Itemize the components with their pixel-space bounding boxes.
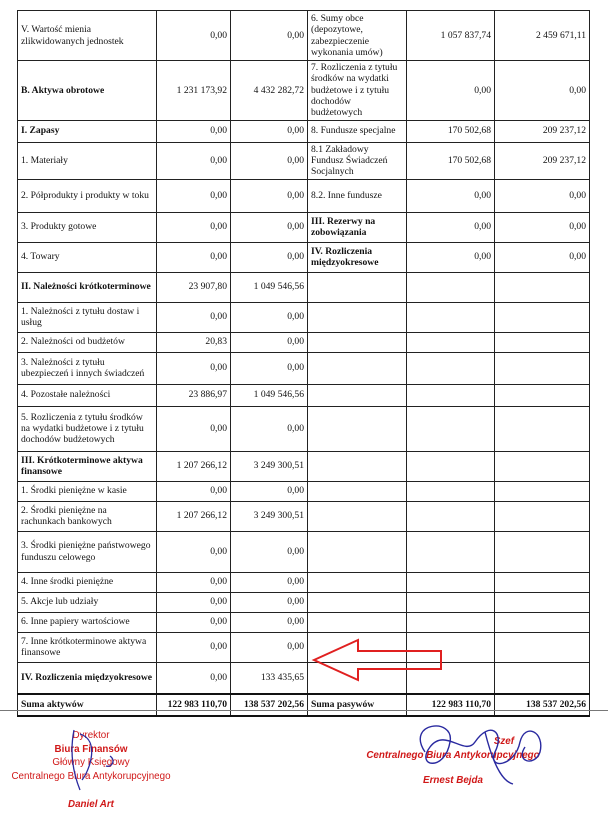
asset-value-prev-cell: 0,00 <box>157 212 231 242</box>
liability-label-cell <box>308 481 407 501</box>
liability-label-cell <box>308 501 407 531</box>
liability-value-prev-cell: 170 502,68 <box>407 142 495 179</box>
asset-label-cell: I. Zapasy <box>18 120 157 142</box>
asset-label-cell: II. Należności krótkoterminowe <box>18 272 157 302</box>
asset-value-prev-cell: 1 207 266,12 <box>157 501 231 531</box>
asset-value-curr-cell: 0,00 <box>231 481 308 501</box>
table-row <box>18 481 590 501</box>
liability-value-curr-cell <box>495 572 590 592</box>
asset-value-curr-cell: 0,00 <box>231 212 308 242</box>
liability-value-curr-cell: 209 237,12 <box>495 120 590 142</box>
liability-value-curr-cell: 209 237,12 <box>495 142 590 179</box>
liability-label-cell <box>308 592 407 612</box>
asset-label-cell: 7. Inne krótkoterminowe aktywa finansowe <box>18 632 157 662</box>
asset-label-cell: 2. Półprodukty i produkty w toku <box>18 179 157 212</box>
asset-label-cell: 1. Materiały <box>18 142 157 179</box>
liability-value-prev-cell: 1 057 837,74 <box>407 11 495 61</box>
table-row <box>18 632 590 662</box>
table-row <box>18 120 590 142</box>
liability-value-prev-cell <box>407 302 495 332</box>
signature-stamp-left <box>6 729 176 812</box>
asset-value-curr-cell: 0,00 <box>231 406 308 451</box>
liability-label-cell <box>308 531 407 572</box>
liability-value-prev-cell <box>407 592 495 612</box>
liability-value-prev-cell <box>407 352 495 384</box>
liability-label-cell <box>308 612 407 632</box>
liability-value-curr-cell <box>495 451 590 481</box>
liability-value-prev-cell <box>407 662 495 694</box>
table-row <box>18 451 590 481</box>
liability-value-curr-cell: 0,00 <box>495 212 590 242</box>
stamp-right-line2: Centralnego Biura Antykorupcyjnego <box>366 749 540 761</box>
liability-label-cell <box>308 302 407 332</box>
asset-value-prev-cell: 0,00 <box>157 572 231 592</box>
liability-value-curr-cell: 2 459 671,11 <box>495 11 590 61</box>
asset-value-curr-cell: 0,00 <box>231 120 308 142</box>
asset-value-prev-cell: 0,00 <box>157 142 231 179</box>
asset-label-cell: III. Krótkoterminowe aktywa finansowe <box>18 451 157 481</box>
asset-value-curr-cell: 0,00 <box>231 632 308 662</box>
liability-label-cell <box>308 632 407 662</box>
table-row <box>18 302 590 332</box>
asset-value-curr-cell: 1 049 546,56 <box>231 272 308 302</box>
asset-label-cell: 2. Środki pieniężne na rachunkach bankowych <box>18 501 157 531</box>
liability-value-prev-cell <box>407 451 495 481</box>
liability-value-curr-cell: 0,00 <box>495 242 590 272</box>
table-row <box>18 142 590 179</box>
liability-value-curr-cell <box>495 406 590 451</box>
stamp-right-name: Ernest Bejda <box>423 775 483 787</box>
liability-value-curr-cell: 0,00 <box>495 61 590 121</box>
liability-value-curr-cell: 0,00 <box>495 179 590 212</box>
asset-value-prev-cell: 0,00 <box>157 302 231 332</box>
table-row <box>18 61 590 121</box>
stamp-left-line2: Biura Finansów <box>54 743 128 755</box>
asset-label-cell: 1. Należności z tytułu dostaw i usług <box>18 302 157 332</box>
table-row <box>18 179 590 212</box>
liability-label-cell: 8.1 Zakładowy Fundusz Świadczeń Socjalnych <box>308 142 407 179</box>
liability-value-prev-cell <box>407 632 495 662</box>
footer-divider <box>0 710 608 711</box>
liability-label-cell <box>308 572 407 592</box>
liability-label-cell: IV. Rozliczenia międzyokresowe <box>308 242 407 272</box>
table-row <box>18 332 590 352</box>
asset-label-cell: 4. Inne środki pieniężne <box>18 572 157 592</box>
asset-label-cell: 2. Należności od budżetów <box>18 332 157 352</box>
asset-label-cell: 3. Produkty gotowe <box>18 212 157 242</box>
liability-label-cell: III. Rezerwy na zobowiązania <box>308 212 407 242</box>
asset-value-curr-cell: 4 432 282,72 <box>231 61 308 121</box>
liability-label-cell: 8. Fundusze specjalne <box>308 120 407 142</box>
asset-value-prev-cell: 0,00 <box>157 531 231 572</box>
asset-value-curr-cell: 0,00 <box>231 179 308 212</box>
balance-sheet-table <box>17 10 590 717</box>
asset-value-curr-cell: 0,00 <box>231 592 308 612</box>
table-row <box>18 592 590 612</box>
asset-value-prev-cell: 0,00 <box>157 632 231 662</box>
liability-value-prev-cell <box>407 572 495 592</box>
stamp-right-line1: Szef <box>493 736 514 747</box>
table-row <box>18 406 590 451</box>
liability-value-prev-cell <box>407 481 495 501</box>
asset-value-curr-cell: 1 049 546,56 <box>231 384 308 406</box>
liability-label-cell <box>308 451 407 481</box>
liability-value-prev-cell: 0,00 <box>407 242 495 272</box>
liability-label-cell <box>308 384 407 406</box>
liability-label-cell: 6. Sumy obce (depozytowe, zabezpieczenie wykonania umów) <box>308 11 407 61</box>
liability-value-prev-cell: 170 502,68 <box>407 120 495 142</box>
asset-value-prev-cell: 1 207 266,12 <box>157 451 231 481</box>
asset-value-curr-cell: 0,00 <box>231 531 308 572</box>
asset-value-prev-cell: 1 231 173,92 <box>157 61 231 121</box>
asset-value-curr-cell: 3 249 300,51 <box>231 451 308 481</box>
asset-value-prev-cell: 0,00 <box>157 406 231 451</box>
liability-value-curr-cell <box>495 592 590 612</box>
liability-value-curr-cell <box>495 332 590 352</box>
asset-value-curr-cell: 138 537 202,56 <box>231 694 308 716</box>
table-row <box>18 11 590 61</box>
asset-value-curr-cell: 0,00 <box>231 332 308 352</box>
asset-value-curr-cell: 0,00 <box>231 612 308 632</box>
asset-label-cell: 6. Inne papiery wartościowe <box>18 612 157 632</box>
asset-value-prev-cell: 0,00 <box>157 592 231 612</box>
asset-value-curr-cell: 0,00 <box>231 572 308 592</box>
liability-label-cell <box>308 406 407 451</box>
liability-value-prev-cell: 122 983 110,70 <box>407 694 495 716</box>
asset-value-prev-cell: 0,00 <box>157 352 231 384</box>
liability-value-prev-cell <box>407 531 495 572</box>
liability-value-prev-cell <box>407 384 495 406</box>
asset-value-curr-cell: 0,00 <box>231 302 308 332</box>
asset-label-cell: 5. Akcje lub udziały <box>18 592 157 612</box>
liability-value-curr-cell <box>495 481 590 501</box>
liability-value-curr-cell <box>495 302 590 332</box>
signature-stamp-right <box>358 735 548 788</box>
liability-value-curr-cell <box>495 662 590 694</box>
asset-value-prev-cell: 0,00 <box>157 481 231 501</box>
liability-label-cell <box>308 352 407 384</box>
table-total-row <box>18 694 590 716</box>
liability-value-curr-cell <box>495 632 590 662</box>
table-row <box>18 384 590 406</box>
liability-value-curr-cell <box>495 501 590 531</box>
asset-value-curr-cell: 0,00 <box>231 352 308 384</box>
liability-value-prev-cell <box>407 406 495 451</box>
liability-value-prev-cell: 0,00 <box>407 179 495 212</box>
table-row <box>18 662 590 694</box>
asset-value-prev-cell: 122 983 110,70 <box>157 694 231 716</box>
balance-sheet-body <box>18 11 590 717</box>
asset-label-cell: 3. Środki pieniężne państwowego funduszu celowego <box>18 531 157 572</box>
liability-value-curr-cell: 138 537 202,56 <box>495 694 590 716</box>
liability-value-prev-cell: 0,00 <box>407 61 495 121</box>
liability-label-cell <box>308 332 407 352</box>
liability-value-curr-cell <box>495 531 590 572</box>
liability-label-cell: Suma pasywów <box>308 694 407 716</box>
asset-value-prev-cell: 23 907,80 <box>157 272 231 302</box>
asset-label-cell: 1. Środki pieniężne w kasie <box>18 481 157 501</box>
stamp-left-line1: Dyrektor <box>72 730 110 741</box>
table-row <box>18 272 590 302</box>
table-row <box>18 612 590 632</box>
asset-value-prev-cell: 0,00 <box>157 662 231 694</box>
asset-label-cell: 3. Należności z tytułu ubezpieczeń i innych świadczeń <box>18 352 157 384</box>
asset-label-cell: V. Wartość mienia zlikwidowanych jednostek <box>18 11 157 61</box>
stamp-left-line3: Główny Księgowy <box>52 757 130 769</box>
stamp-left-line4: Centralnego Biura Antykorupcyjnego <box>11 771 171 783</box>
liability-value-prev-cell <box>407 272 495 302</box>
asset-value-prev-cell: 23 886,97 <box>157 384 231 406</box>
table-row <box>18 242 590 272</box>
asset-label-cell: Suma aktywów <box>18 694 157 716</box>
asset-label-cell: IV. Rozliczenia międzyokresowe <box>18 662 157 694</box>
asset-value-prev-cell: 0,00 <box>157 612 231 632</box>
table-row <box>18 212 590 242</box>
table-row <box>18 531 590 572</box>
asset-label-cell: 5. Rozliczenia z tytułu środków na wydatki budżetowe i z tytułu dochodów budżetowych <box>18 406 157 451</box>
asset-label-cell: B. Aktywa obrotowe <box>18 61 157 121</box>
asset-value-curr-cell: 133 435,65 <box>231 662 308 694</box>
asset-value-curr-cell: 0,00 <box>231 242 308 272</box>
table-row <box>18 352 590 384</box>
asset-value-prev-cell: 0,00 <box>157 242 231 272</box>
liability-value-prev-cell <box>407 332 495 352</box>
asset-value-curr-cell: 0,00 <box>231 11 308 61</box>
table-row <box>18 572 590 592</box>
liability-label-cell: 7. Rozliczenia z tytułu środków na wydatki budżetowe i z tytułu dochodów budżetowych <box>308 61 407 121</box>
asset-label-cell: 4. Pozostałe należności <box>18 384 157 406</box>
liability-label-cell <box>308 662 407 694</box>
liability-label-cell <box>308 272 407 302</box>
liability-value-prev-cell <box>407 612 495 632</box>
asset-value-curr-cell: 3 249 300,51 <box>231 501 308 531</box>
asset-value-prev-cell: 0,00 <box>157 11 231 61</box>
asset-value-prev-cell: 0,00 <box>157 120 231 142</box>
stamp-left-name: Daniel Art <box>68 798 114 810</box>
liability-value-curr-cell <box>495 272 590 302</box>
asset-label-cell: 4. Towary <box>18 242 157 272</box>
asset-value-prev-cell: 0,00 <box>157 179 231 212</box>
liability-label-cell: 8.2. Inne fundusze <box>308 179 407 212</box>
liability-value-prev-cell: 0,00 <box>407 212 495 242</box>
liability-value-prev-cell <box>407 501 495 531</box>
table-row <box>18 501 590 531</box>
liability-value-curr-cell <box>495 612 590 632</box>
liability-value-curr-cell <box>495 384 590 406</box>
asset-value-curr-cell: 0,00 <box>231 142 308 179</box>
liability-value-curr-cell <box>495 352 590 384</box>
asset-value-prev-cell: 20,83 <box>157 332 231 352</box>
